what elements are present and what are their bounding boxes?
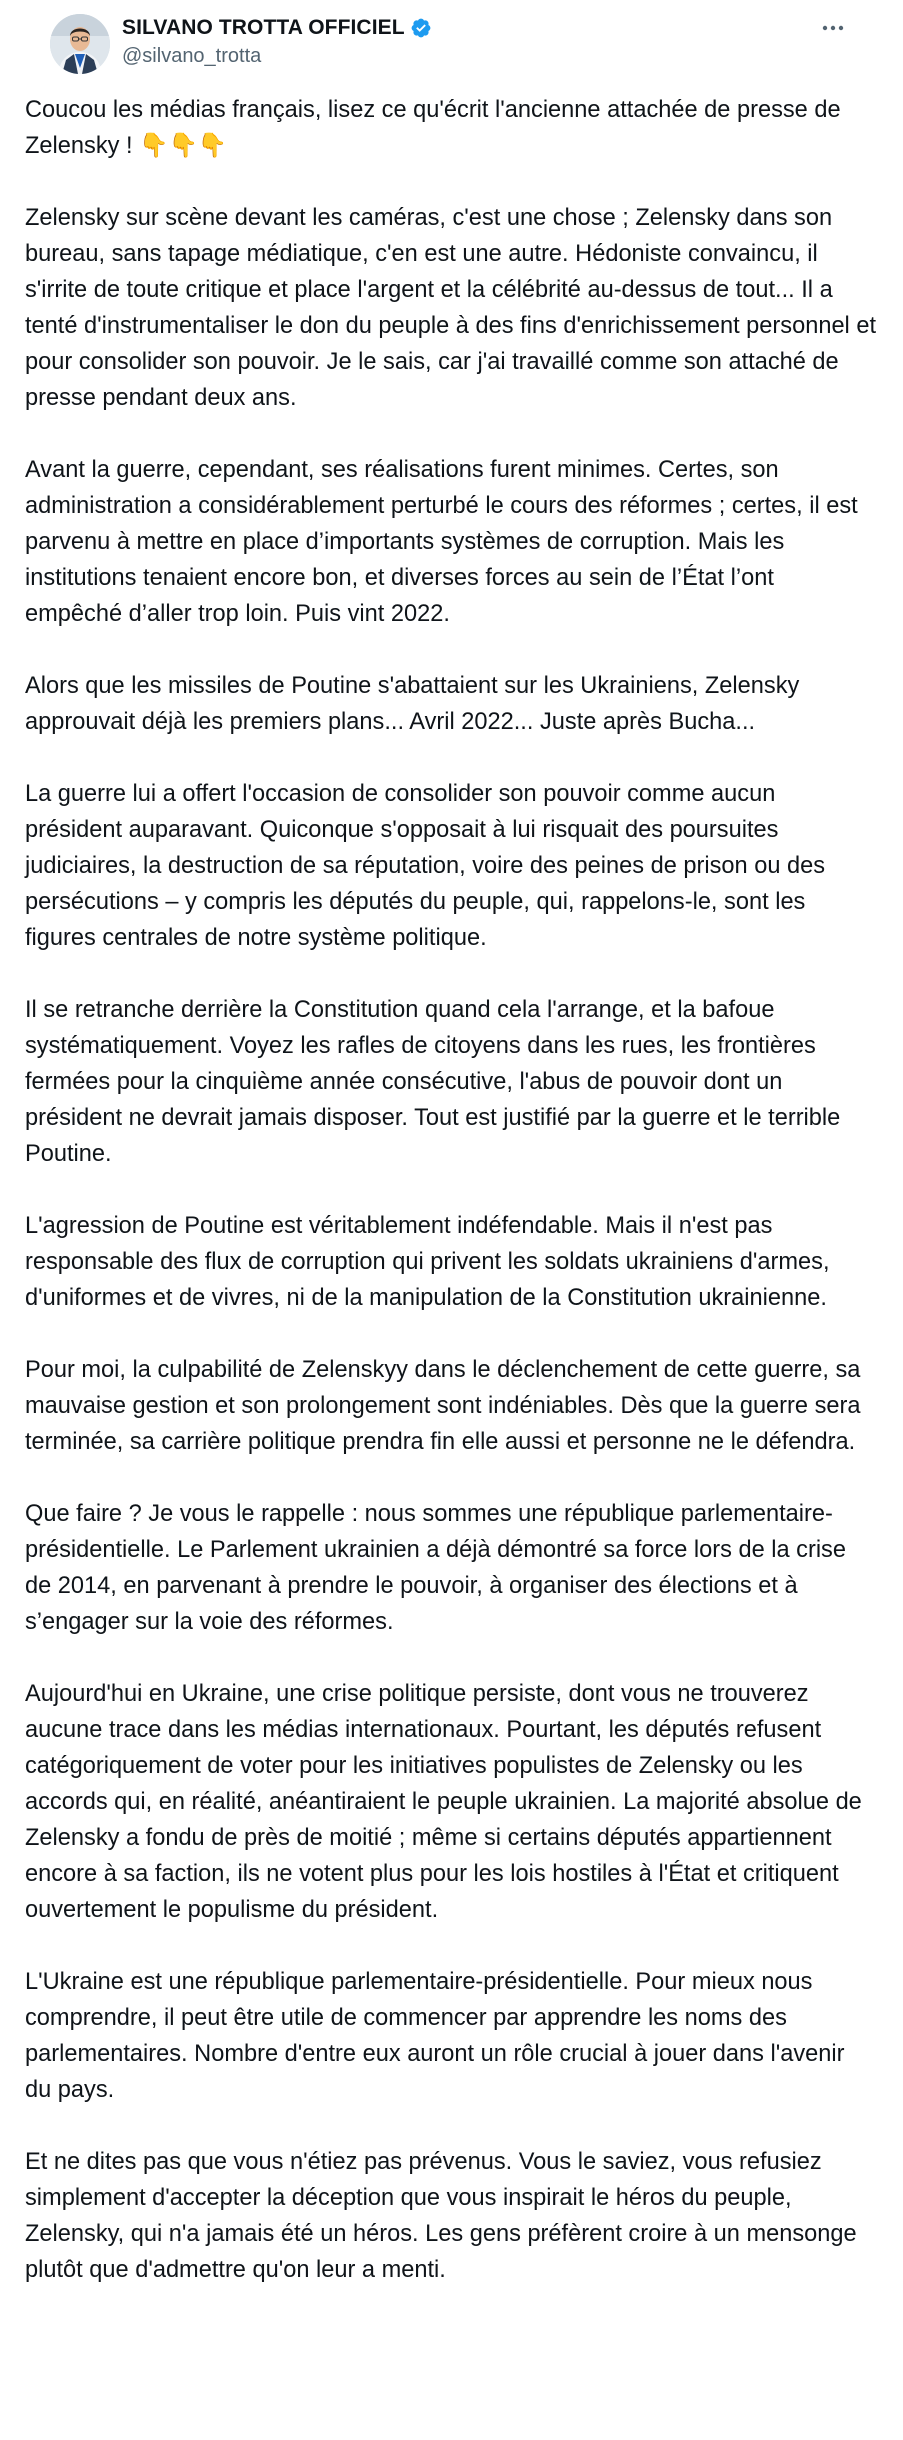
display-name-row (122, 14, 432, 42)
tweet-paragraph: Zelensky sur scène devant les caméras, c'est une chose ; Zelensky dans son bureau, sans tapage médiatique, c'en est une autre. Hédoniste convaincu, il s'irrite de toute critique et place l'argent et la célébrité au-dessus de tout... Il a tenté d'instrumentaliser le don du peuple à des fins d'enrichissement personnel et pour consolider son pouvoir. Je le sais, car j'ai travaillé comme son attaché de presse pendant deux ans. (25, 205, 877, 411)
display-name[interactable]: SILVANO TROTTA OFFICIEL (122, 16, 405, 39)
tweet-paragraph: La guerre lui a offert l'occasion de consolider son pouvoir comme aucun président auparavant. Quiconque s'opposait à lui risquait des poursuites judiciaires, la destruction de sa réputation, voire des peines de prison ou des persécutions – y compris les députés du peuple, qui, rappelons-le, sont les figures centrales de notre système politique. (25, 781, 826, 951)
tweet-paragraph: Avant la guerre, cependant, ses réalisations furent minimes. Certes, son administration a considérablement perturbé le cours des réformes ; certes, il est parvenu à mettre en place d’importants systèmes de corruption. Mais les institutions tenaient encore bon, et diverses forces au sein de l’État l’ont empêché d’aller trop loin. Puis vint 2022. (25, 457, 858, 627)
tweet-paragraph: Coucou les médias français, lisez ce qu'écrit l'ancienne attachée de presse de Zelensky ! 👇👇👇 (25, 97, 841, 159)
tweet-paragraph: Et ne dites pas que vous n'étiez pas prévenus. Vous le saviez, vous refusiez simplement d'accepter la déception que vous inspirait le héros du peuple, Zelensky, qui n'a jamais été un héros. Les gens préfèrent croire à un mensonge plutôt que d'admettre qu'on leur a menti. (25, 2149, 857, 2283)
more-options-icon[interactable] (815, 16, 851, 40)
avatar[interactable] (50, 14, 110, 74)
tweet-text (25, 92, 877, 2288)
tweet-paragraph: Il se retranche derrière la Constitution quand cela l'arrange, et la bafoue systématiquement. Voyez les rafles de citoyens dans les rues, les frontières fermées pour la cinquième année consécutive, l'abus de pouvoir dont un président ne devrait jamais disposer. Tout est justifié par la guerre et le terrible Poutine. (25, 997, 841, 1167)
author-names (122, 14, 432, 68)
tweet-paragraph: L'Ukraine est une république parlementaire-présidentielle. Pour mieux nous comprendre, il peut être utile de commencer par apprendre les noms des parlementaires. Nombre d'entre eux auront un rôle crucial à jouer dans l'avenir du pays. (25, 1969, 845, 2103)
avatar-image (50, 14, 110, 74)
tweet-paragraph: Alors que les missiles de Poutine s'abattaient sur les Ukrainiens, Zelensky approuvait déjà les premiers plans... Avril 2022... Juste après Bucha... (25, 673, 800, 735)
tweet-header (25, 0, 878, 100)
verified-badge-icon[interactable] (410, 17, 432, 39)
tweet-paragraph: Aujourd'hui en Ukraine, une crise politique persiste, dont vous ne trouverez aucune trace dans les médias internationaux. Pourtant, les députés refusent catégoriquement de voter pour les initiatives populistes de Zelensky ou les accords qui, en réalité, anéantiraient le peuple ukrainien. La majorité absolue de Zelensky a fondu de près de moitié ; même si certains députés appartiennent encore à sa faction, ils ne votent plus pour les lois hostiles à l'État et critiquent ouvertement le populisme du président. (25, 1681, 862, 1923)
tweet-paragraph: Pour moi, la culpabilité de Zelenskyy dans le déclenchement de cette guerre, sa mauvaise gestion et son prolongement sont indéniables. Dès que la guerre sera terminée, sa carrière politique prendra fin elle aussi et personne ne le défendra. (25, 1357, 861, 1455)
handle[interactable]: @silvano_trotta (122, 45, 262, 67)
tweet-paragraph: L'agression de Poutine est véritablement indéfendable. Mais il n'est pas responsable des flux de corruption qui privent les soldats ukrainiens d'armes, d'uniformes et de vivres, ni de la manipulation de la Constitution ukrainienne. (25, 1213, 830, 1311)
tweet-paragraph: Que faire ? Je vous le rappelle : nous sommes une république parlementaire-présidentielle. Le Parlement ukrainien a déjà démontré sa force lors de la crise de 2014, en parvenant à prendre le pouvoir, à organiser des élections et à s’engager sur la voie des réformes. (25, 1501, 846, 1635)
